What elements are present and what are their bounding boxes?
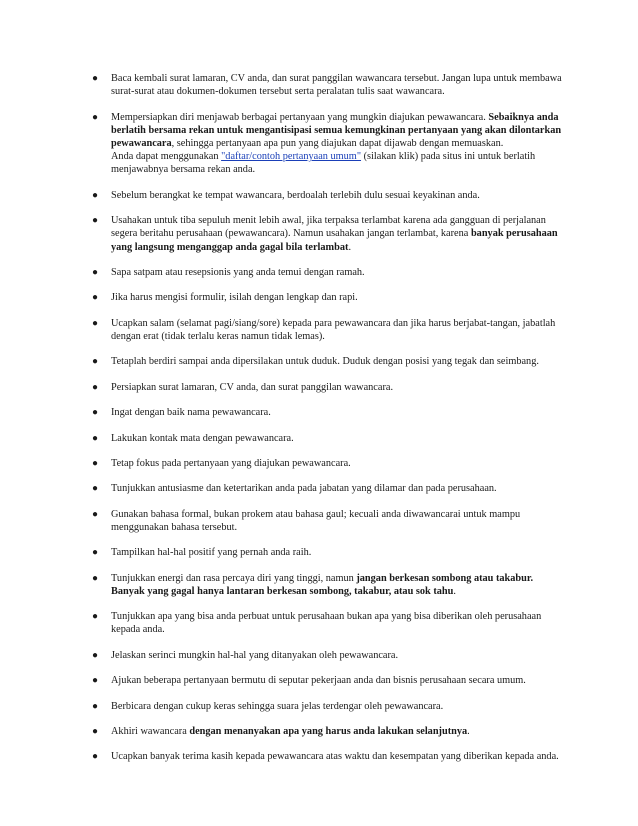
list-item (92, 381, 562, 394)
bullet-icon: ● (92, 292, 99, 304)
bullet-icon: ● (92, 73, 99, 84)
item-text: Ucapkan salam (selamat pagi/siang/sore) kepada para pewawancara dan jika harus berjabat-tangan, jabatlah dengan erat (tidak terlalu keras namun tidak lemas). (111, 317, 556, 342)
list-item (92, 482, 562, 495)
item-text: Berbicara dengan cukup keras sehingga suara jelas terdengar oleh pewawancara. (111, 700, 444, 712)
item-text: Ucapkan banyak terima kasih kepada pewawancara atas waktu dan kesempatan yang diberikan kepada anda. (111, 751, 559, 763)
item-text: Tetap fokus pada pertanyaan yang diajukan pewawancara. (111, 457, 351, 469)
tips-list (92, 72, 562, 776)
item-text: Sapa satpam atau resepsionis yang anda temui dengan ramah. (111, 266, 365, 278)
list-item (92, 432, 562, 445)
item-text-bold: Sebaiknya anda berlatih bersama rekan untuk mengantisipasi semua kemungkinan pertanyaan yang akan dilontarkan pewawancara (111, 111, 562, 149)
item-text: Tunjukkan antusiasme dan ketertarikan anda pada jabatan yang dilamar dan pada perusahaan. (111, 483, 497, 495)
list-item (92, 457, 562, 470)
list-item (92, 189, 562, 202)
item-text: Anda dapat menggunakan (111, 151, 222, 163)
item-text: Sebelum berangkat ke tempat wawancara, berdoalah terlebih dulu sesuai keyakinan anda. (111, 189, 480, 201)
item-text: Jelaskan serinci mungkin hal-hal yang ditanyakan oleh pewawancara. (111, 649, 399, 661)
bullet-icon: ● (92, 508, 99, 520)
list-item (92, 750, 562, 763)
bullet-icon: ● (92, 189, 99, 201)
bullet-icon: ● (92, 317, 99, 329)
item-text: Jika harus mengisi formulir, isilah dengan lengkap dan rapi. (111, 292, 358, 304)
bullet-icon: ● (92, 751, 99, 763)
list-item (92, 266, 562, 279)
bullet-icon: ● (92, 483, 99, 495)
item-text: Usahakan untuk tiba sepuluh menit lebih awal, jika terpaksa terlambat karena ada gangguan di perjalanan segera beritahu perusahaan (pewawancara). Namun usahakan jangan terlambat, karena (111, 215, 546, 240)
list-item (92, 700, 562, 713)
item-text-bold: banyak perusahaan yang langsung menganggap anda gagal bila terlambat (111, 228, 558, 253)
list-item (92, 214, 562, 254)
list-item (92, 649, 562, 662)
item-text: Mempersiapkan diri menjawab berbagai pertanyaan yang mungkin diajukan pewawancara. (111, 111, 489, 123)
bullet-icon: ● (92, 407, 99, 419)
item-text: Tampilkan hal-hal positif yang pernah anda raih. (111, 547, 312, 559)
list-item (92, 111, 562, 177)
question-list-link[interactable]: "daftar/contoh pertanyaan umum" (221, 151, 362, 163)
bullet-icon: ● (92, 266, 99, 278)
item-text: Ingat dengan baik nama pewawancara. (111, 407, 271, 419)
list-item (92, 674, 562, 687)
item-text: . (348, 241, 352, 253)
item-text: Tetaplah berdiri sampai anda dipersilakan untuk duduk. Duduk dengan posisi yang tegak dan seimbang. (111, 356, 539, 368)
bullet-icon: ● (92, 547, 99, 559)
item-text: Ajukan beberapa pertanyaan bermutu di seputar pekerjaan anda dan bisnis perusahaan secara umum. (111, 675, 526, 687)
bullet-icon: ● (92, 215, 99, 227)
item-text: Persiapkan surat lamaran, CV anda, dan surat panggilan wawancara. (111, 381, 394, 393)
item-text: . (453, 585, 456, 597)
list-item (92, 317, 562, 343)
list-item (92, 72, 562, 98)
bullet-icon: ● (92, 457, 99, 469)
item-text: Tunjukkan apa yang bisa anda perbuat untuk perusahaan bukan apa yang bisa diberikan oleh perusahaan kepada anda. (111, 611, 542, 636)
bullet-icon: ● (92, 700, 99, 712)
list-item (92, 355, 562, 368)
list-item (92, 572, 562, 598)
list-item (92, 291, 562, 304)
list-item (92, 610, 562, 636)
list-item (92, 546, 562, 559)
item-text: . (467, 726, 470, 738)
item-text: Baca kembali surat lamaran, CV anda, dan surat panggilan wawancara tersebut. Jangan lupa untuk membawa surat-surat atau dokumen-dokumen tersebut serta peralatan tulis saat wawancara. (111, 73, 562, 98)
bullet-icon: ● (92, 432, 99, 444)
bullet-icon: ● (92, 675, 99, 687)
item-text: Lakukan kontak mata dengan pewawancara. (111, 432, 294, 444)
bullet-icon: ● (92, 611, 99, 623)
item-text-bold: dengan menanyakan apa yang harus anda lakukan selanjutnya (189, 726, 468, 738)
item-text: Gunakan bahasa formal, bukan prokem atau bahasa gaul; kecuali anda diwawancarai untuk mampu menggunakan bahasa tersebut. (111, 508, 521, 533)
list-item (92, 406, 562, 419)
list-item (92, 725, 562, 738)
item-text: (silakan klik) pada situs ini untuk berlatih menjawabnya bersama rekan anda. (111, 151, 536, 176)
item-text: , sehingga pertanyaan apa pun yang diajukan dapat dijawab dengan memuaskan. (171, 138, 504, 149)
item-text: Akhiri wawancara (111, 726, 190, 738)
item-text: Tunjukkan energi dan rasa percaya diri yang tinggi, namun (111, 572, 357, 584)
bullet-icon: ● (92, 111, 99, 123)
bullet-icon: ● (92, 726, 99, 738)
bullet-icon: ● (92, 649, 99, 661)
item-text-bold: jangan berkesan sombong atau takabur. Banyak yang gagal hanya lantaran berkesan sombong, takabur, atau sok tahu (111, 572, 534, 597)
list-item (92, 508, 562, 534)
bullet-icon: ● (92, 572, 99, 584)
bullet-icon: ● (92, 381, 99, 393)
bullet-icon: ● (92, 356, 99, 368)
